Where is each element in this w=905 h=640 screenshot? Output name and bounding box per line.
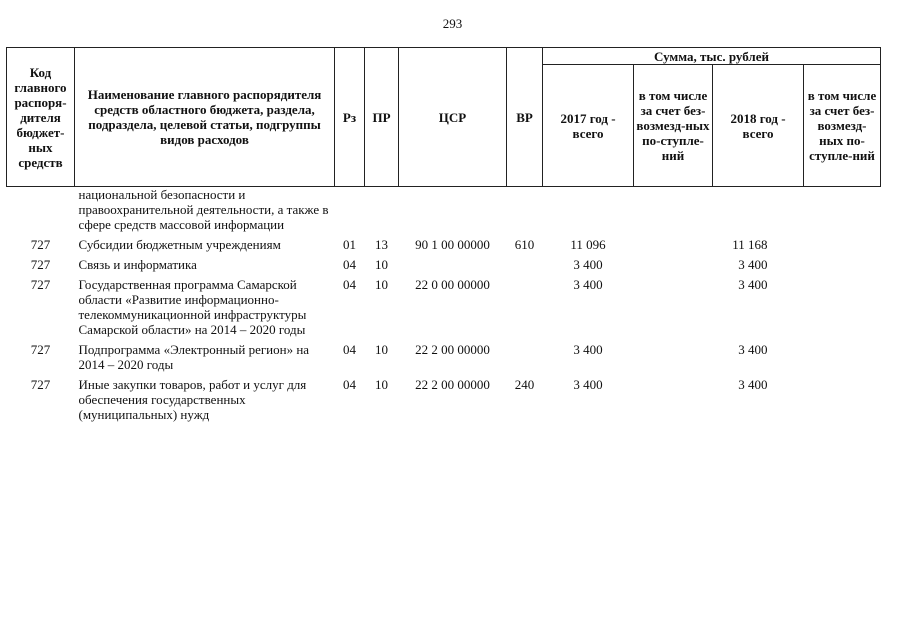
cell-sum-2017: 11 096 (570, 237, 606, 252)
cell-rz: 01 (343, 237, 356, 252)
cell-code: 727 (30, 277, 51, 292)
table-row (7, 375, 881, 425)
header-incl-2017: в том числе за счет без-возмезд-ных по-ступле-ний (634, 65, 713, 187)
table-header (7, 48, 881, 187)
table-row (7, 235, 881, 255)
table-row (7, 255, 881, 275)
cell-sum-2017: 3 400 (573, 342, 603, 357)
cell-sum-2018: 3 400 (738, 277, 768, 292)
cell-name: Государственная программа Самарской области «Развитие информационно-телекоммуникационной инфраструктуры Самарской области» на 2014 – 2020 годы (78, 277, 307, 337)
header-name: Наименование главного распорядителя средств областного бюджета, раздела, подраздела, целевой статьи, подгруппы видов расходов (75, 48, 335, 187)
header-incl-2018: в том числе за счет без-возмезд-ных по-ступле-ний (804, 65, 881, 187)
cell-sum-2018: 3 400 (738, 342, 768, 357)
cell-incl-2018 (804, 375, 881, 425)
cell-vr (507, 275, 543, 340)
page-number: 293 (442, 16, 463, 31)
cell-incl-2017 (634, 375, 713, 425)
cell-sum-2017: 3 400 (573, 257, 603, 272)
cell-csr: 22 2 00 00000 (415, 377, 490, 392)
cell-pr: 10 (375, 277, 388, 292)
cell-vr: 610 (514, 237, 535, 252)
table-body (7, 187, 881, 426)
table-row (7, 275, 881, 340)
header-csr: ЦСР (399, 48, 507, 187)
header-code: Код главного распоря-дителя бюджет-ных средств (7, 48, 75, 187)
cell-sum-2018: 3 400 (738, 377, 768, 392)
cell-incl-2017 (634, 340, 713, 375)
cell-rz: 04 (343, 377, 356, 392)
table-row (7, 187, 881, 236)
header-total-2017: 2017 год - всего (543, 65, 634, 187)
cell-csr: 22 2 00 00000 (415, 342, 490, 357)
cell-code: 727 (30, 237, 51, 252)
cell-incl-2017 (634, 235, 713, 255)
cell-sum-2018: 3 400 (738, 257, 768, 272)
cell-vr (507, 340, 543, 375)
cell-pr: 13 (375, 237, 388, 252)
cell-name: Субсидии бюджетным учреждениям (78, 237, 281, 252)
cell-incl-2018 (804, 235, 881, 255)
cell-rz (335, 187, 365, 236)
header-total-2018: 2018 год - всего (713, 65, 804, 187)
cell-rz: 04 (343, 277, 356, 292)
table-row (7, 340, 881, 375)
cell-sum-2017: 3 400 (573, 377, 603, 392)
cell-csr (399, 255, 507, 275)
cell-incl-2017 (634, 187, 713, 236)
cell-vr (507, 255, 543, 275)
cell-sum-2017 (543, 187, 634, 236)
cell-rz: 04 (343, 257, 356, 272)
cell-rz: 04 (343, 342, 356, 357)
cell-code (7, 187, 75, 236)
cell-incl-2018 (804, 275, 881, 340)
cell-vr: 240 (514, 377, 535, 392)
cell-pr: 10 (375, 257, 388, 272)
cell-name: Иные закупки товаров, работ и услуг для обеспечения государственных (муниципальных) нужд (78, 377, 307, 422)
cell-sum-2017: 3 400 (573, 277, 603, 292)
cell-csr (399, 187, 507, 236)
cell-code: 727 (30, 377, 51, 392)
cell-name: Связь и информатика (78, 257, 197, 272)
cell-incl-2018 (804, 255, 881, 275)
header-pr: ПР (365, 48, 399, 187)
header-vr: ВР (507, 48, 543, 187)
cell-incl-2017 (634, 255, 713, 275)
cell-name: Подпрограмма «Электронный регион» на 2014 – 2020 годы (78, 342, 310, 372)
cell-name: национальной безопасности и правоохранительной деятельности, а также в сфере средств массовой информации (78, 187, 329, 232)
cell-incl-2018 (804, 187, 881, 236)
cell-pr: 10 (375, 377, 388, 392)
cell-csr: 22 0 00 00000 (415, 277, 490, 292)
cell-pr (365, 187, 399, 236)
cell-sum-2018 (713, 187, 804, 236)
cell-code: 727 (30, 342, 51, 357)
cell-incl-2017 (634, 275, 713, 340)
cell-csr: 90 1 00 00000 (415, 237, 490, 252)
cell-sum-2018: 11 168 (732, 237, 768, 252)
cell-vr (507, 187, 543, 236)
cell-pr: 10 (375, 342, 388, 357)
cell-incl-2018 (804, 340, 881, 375)
header-rz: Рз (335, 48, 365, 187)
header-sum-group: Сумма, тыс. рублей (543, 48, 881, 65)
cell-code: 727 (30, 257, 51, 272)
budget-table (6, 47, 881, 425)
